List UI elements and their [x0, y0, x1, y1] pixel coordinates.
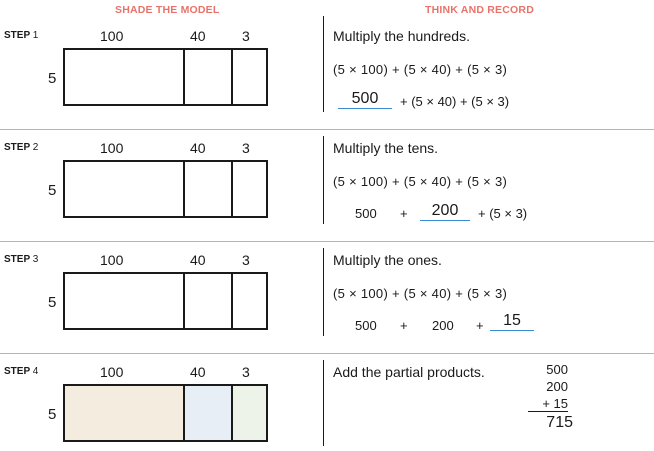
plus-sign: + — [400, 318, 408, 333]
area-model — [63, 160, 268, 218]
row-label-5: 5 — [48, 70, 57, 87]
partial-product: 200 — [546, 379, 568, 394]
model-divider — [231, 386, 233, 440]
area-model — [63, 48, 268, 106]
area-model-shaded — [63, 384, 268, 442]
instruction: Add the partial products. — [333, 364, 485, 380]
sum-total[interactable]: 715 — [546, 414, 573, 431]
column-label-100: 100 — [100, 252, 124, 268]
step-2 — [0, 112, 654, 224]
column-label-3: 3 — [242, 252, 250, 268]
partial-product-500: 500 — [355, 206, 377, 221]
shade-the-model-header: SHADE THE MODEL — [115, 4, 220, 16]
column-rule — [323, 16, 324, 112]
answer-blank[interactable]: 200 — [420, 202, 470, 221]
column-label-100: 100 — [100, 140, 124, 156]
model-divider — [183, 162, 185, 216]
column-label-40: 40 — [190, 28, 206, 44]
shaded-hundreds — [65, 386, 183, 440]
instruction: Multiply the tens. — [333, 140, 439, 156]
plus-sign: + — [476, 318, 484, 333]
shaded-ones — [233, 386, 266, 440]
remaining-terms: + (5 × 40) + (5 × 3) — [400, 94, 510, 109]
column-rule — [323, 360, 324, 446]
step-1 — [0, 0, 654, 112]
step-4 — [0, 336, 654, 448]
model-divider — [231, 50, 233, 104]
expression: (5 × 100) + (5 × 40) + (5 × 3) — [333, 62, 508, 77]
instruction: Multiply the hundreds. — [333, 28, 470, 44]
model-divider — [231, 274, 233, 328]
expression: (5 × 100) + (5 × 40) + (5 × 3) — [333, 174, 508, 189]
row-label-5: 5 — [48, 294, 57, 311]
column-label-40: 40 — [190, 140, 206, 156]
step-label: STEP 3 — [4, 254, 39, 265]
answer-blank[interactable]: 15 — [490, 312, 534, 331]
column-label-100: 100 — [100, 364, 124, 380]
answer-blank[interactable]: 500 — [338, 90, 392, 109]
area-model — [63, 272, 268, 330]
column-label-3: 3 — [242, 140, 250, 156]
model-divider — [183, 274, 185, 328]
column-rule — [323, 136, 324, 224]
partial-product-200: 200 — [432, 318, 454, 333]
expression: (5 × 100) + (5 × 40) + (5 × 3) — [333, 286, 508, 301]
partial-product: + 15 — [528, 396, 568, 412]
column-label-40: 40 — [190, 252, 206, 268]
remaining-terms: + (5 × 3) — [478, 206, 528, 221]
model-divider — [183, 386, 185, 440]
model-divider — [231, 162, 233, 216]
column-label-3: 3 — [242, 364, 250, 380]
column-rule — [323, 248, 324, 336]
plus-sign: + — [400, 206, 408, 221]
row-label-5: 5 — [48, 406, 57, 423]
column-label-100: 100 — [100, 28, 124, 44]
step-label: STEP 2 — [4, 142, 39, 153]
step-label: STEP 4 — [4, 366, 39, 377]
column-label-40: 40 — [190, 364, 206, 380]
step-3 — [0, 224, 654, 336]
row-label-5: 5 — [48, 182, 57, 199]
column-label-3: 3 — [242, 28, 250, 44]
model-divider — [183, 50, 185, 104]
shaded-tens — [185, 386, 231, 440]
think-and-record-header: THINK AND RECORD — [425, 4, 534, 16]
partial-product: 500 — [546, 362, 568, 377]
instruction: Multiply the ones. — [333, 252, 442, 268]
step-label: STEP 1 — [4, 30, 39, 41]
partial-product-500: 500 — [355, 318, 377, 333]
